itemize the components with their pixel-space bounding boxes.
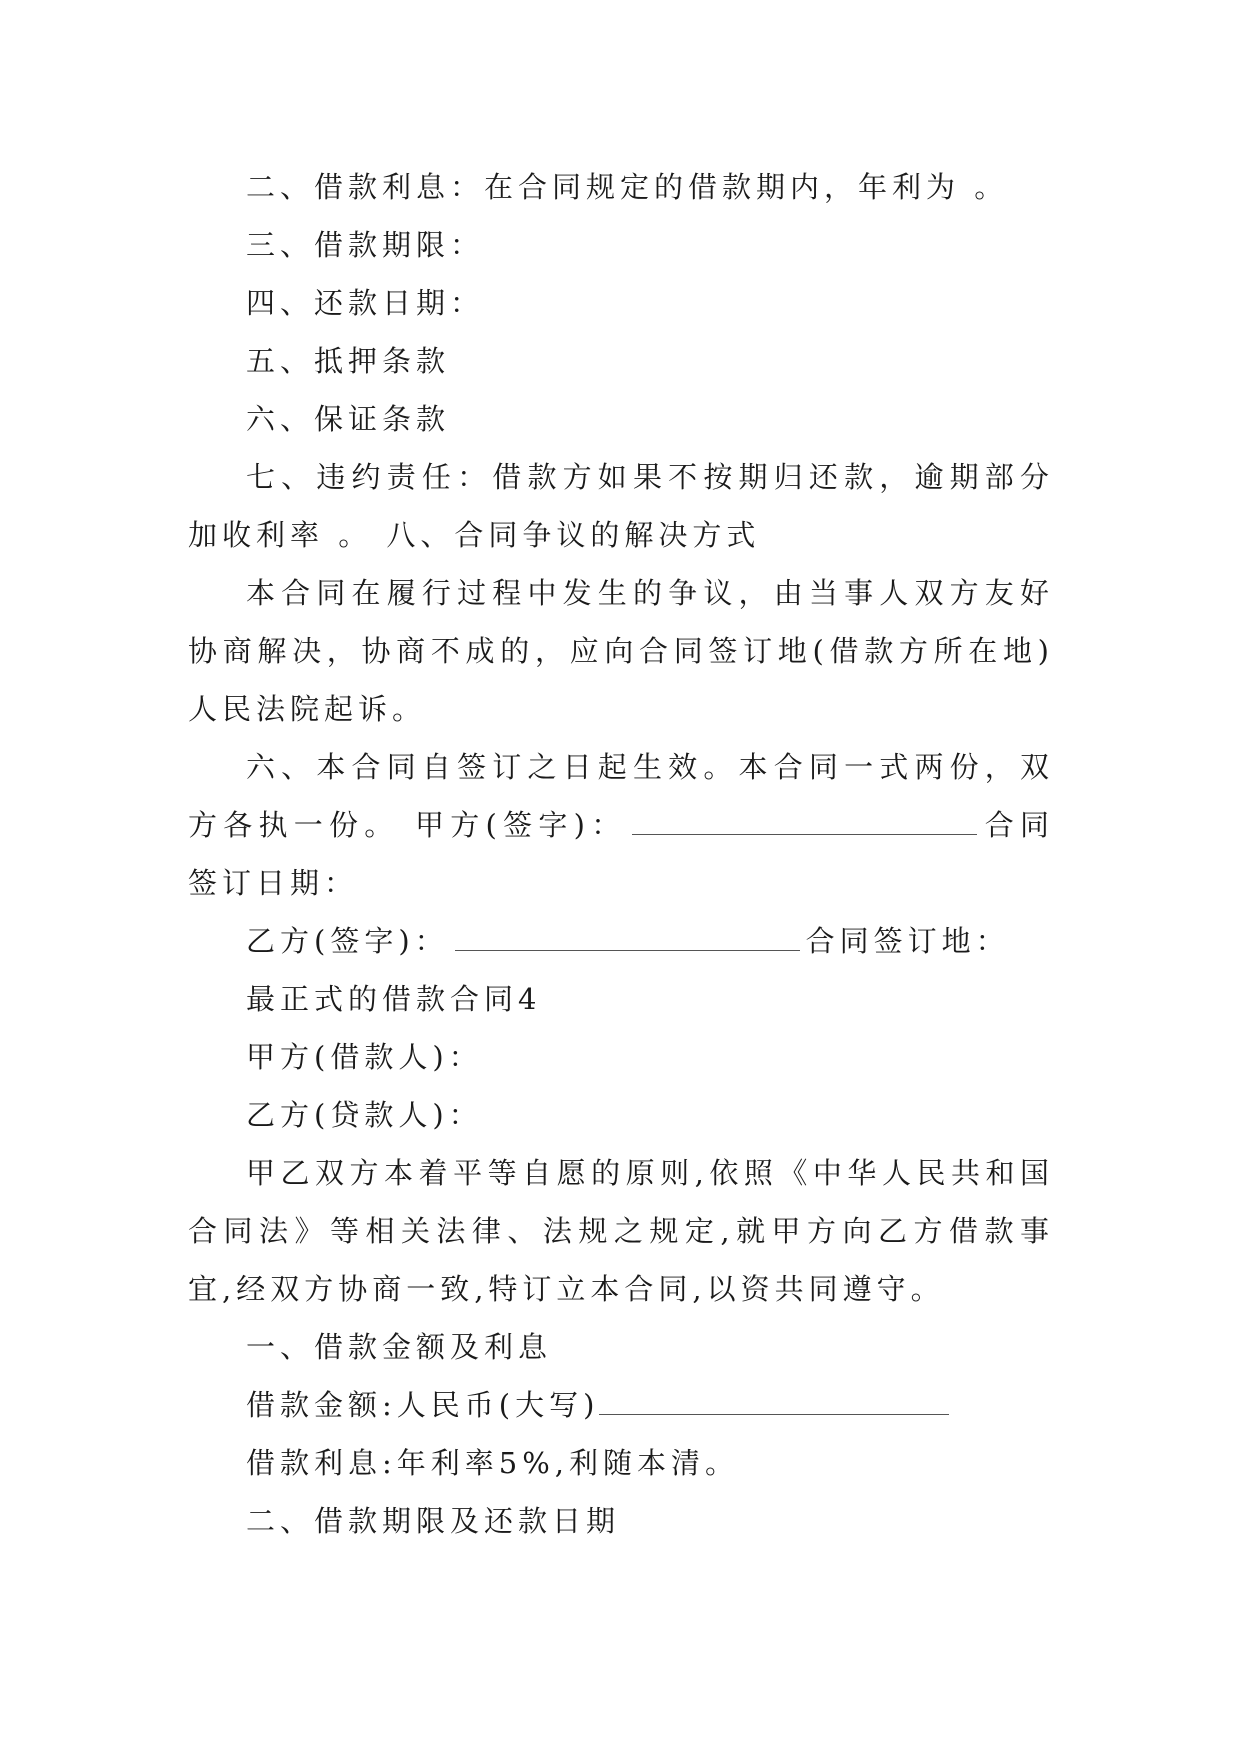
clause-dispute: 本合同在履行过程中发生的争议，由当事人双方友好协商解决，协商不成的，应向合同签订地(借款方所在地)人民法院起诉。 bbox=[188, 576, 1054, 726]
clause-guarantee: 六、保证条款 bbox=[246, 402, 451, 436]
party-b-signature bbox=[188, 912, 1054, 970]
party-b-signature-label: 乙方(签字)： bbox=[246, 924, 449, 958]
party-b-signature-line bbox=[455, 920, 800, 951]
loan-amount-line bbox=[599, 1384, 949, 1415]
loan-amount bbox=[188, 1376, 1054, 1434]
party-a-signature-line bbox=[632, 804, 977, 835]
clause-repayment-date: 四、还款日期： bbox=[246, 286, 485, 320]
clause-interest: 二、借款利息：在合同规定的借款期内，年利为 。 bbox=[246, 170, 1009, 204]
loan-amount-label: 借款金额:人民币(大写) bbox=[246, 1388, 600, 1422]
section-amount-interest: 一、借款金额及利息 bbox=[246, 1330, 553, 1364]
party-a-borrower: 甲方(借款人)： bbox=[246, 1040, 483, 1074]
contract-text bbox=[188, 158, 1054, 1550]
loan-interest: 借款利息:年利率5%,利随本清。 bbox=[246, 1446, 739, 1480]
party-b-lender: 乙方(贷款人)： bbox=[246, 1098, 483, 1132]
clause-mortgage: 五、抵押条款 bbox=[246, 344, 451, 378]
contract-preamble: 甲乙双方本着平等自愿的原则,依照《中华人民共和国合同法》等相关法律、法规之规定,就甲方向乙方借款事宜,经双方协商一致,特订立本合同,以资共同遵守。 bbox=[188, 1156, 1054, 1306]
sign-date-label: 合同签订日期： bbox=[188, 808, 1054, 900]
sign-place-label: 合同签订地： bbox=[805, 924, 1010, 958]
clause-breach: 七、违约责任：借款方如果不按期归还款，逾期部分加收利率 。 八、合同争议的解决方式 bbox=[188, 460, 1054, 552]
contract-heading: 最正式的借款合同4 bbox=[246, 982, 542, 1016]
clause-term: 三、借款期限： bbox=[246, 228, 485, 262]
section-term-repayment: 二、借款期限及还款日期 bbox=[246, 1504, 621, 1538]
clause-effective-text: 六、本合同自签订之日起生效。本合同一式两份，双方各执一份。 甲方(签字)： bbox=[188, 750, 1054, 842]
clause-effective bbox=[188, 738, 1054, 912]
